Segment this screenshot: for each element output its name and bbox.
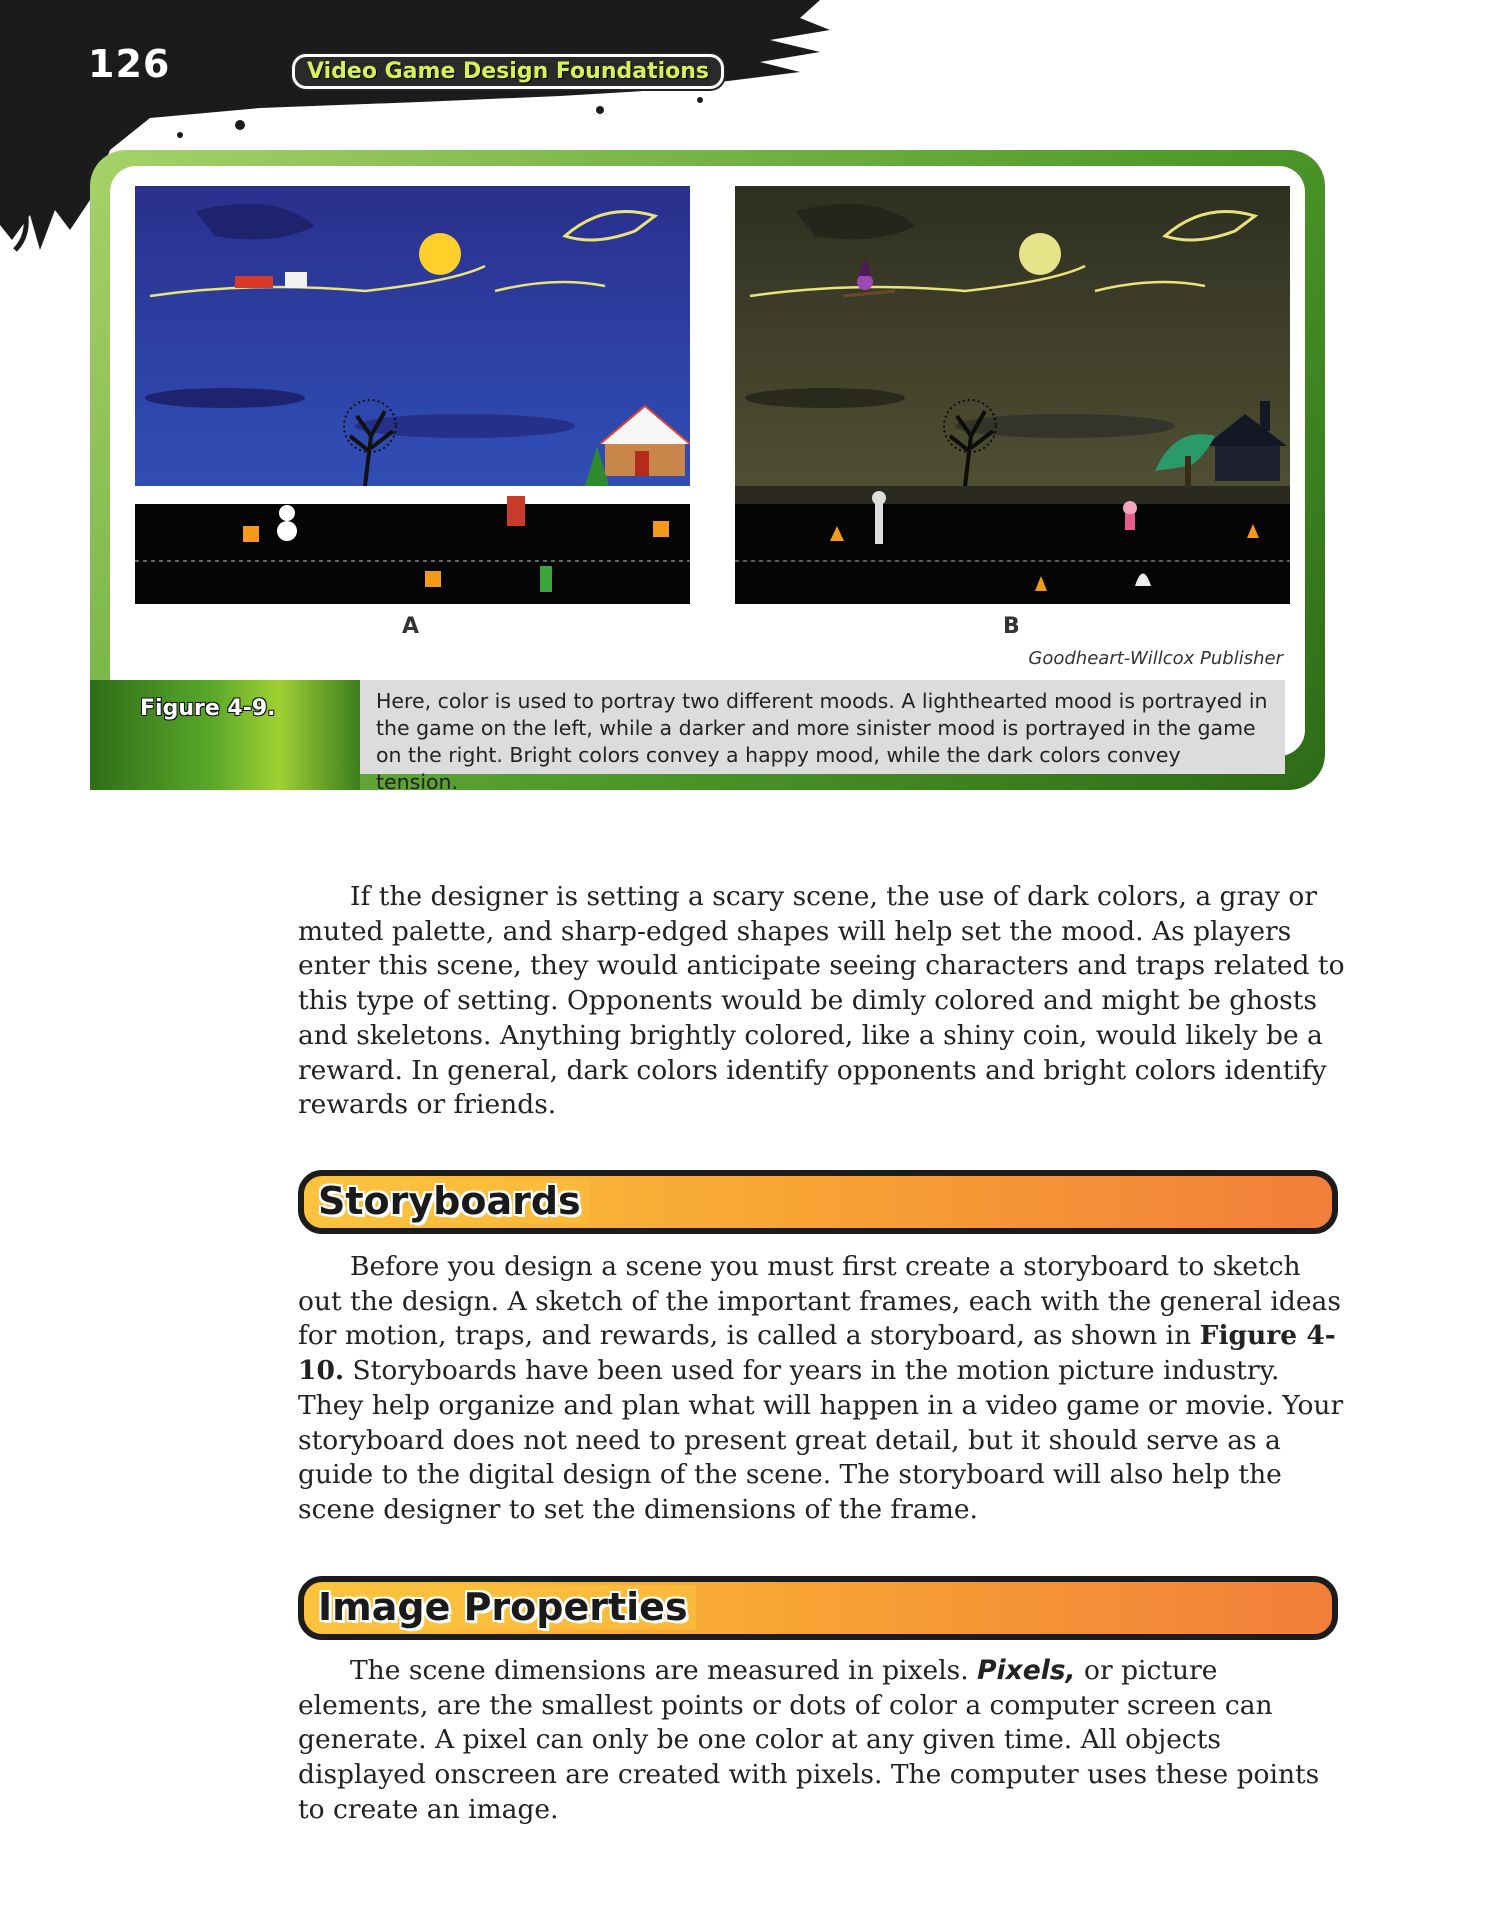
- body-paragraph-2: [298, 1250, 1348, 1528]
- figure-label-tab: [90, 680, 360, 790]
- section-title: Storyboards: [318, 1179, 589, 1223]
- scene-a-label: A: [402, 614, 420, 639]
- book-title: Video Game Design Foundations: [292, 54, 724, 89]
- figure-panel: [110, 166, 1305, 756]
- paragraph-text: or picture elements, are the smallest points or dots of color a computer screen can generate. A pixel can only be one color at any given time. All objects displayed onscreen are created with pixels. The computer uses these points to create an image.: [298, 1655, 1320, 1825]
- scene-a-image: [135, 186, 690, 604]
- scene-b-label: B: [1003, 614, 1020, 639]
- paragraph-text: The scene dimensions are measured in pixels.: [350, 1655, 978, 1686]
- section-header-storyboards: [298, 1170, 1338, 1234]
- figure-4-9: [90, 150, 1325, 794]
- scene-b-image: [735, 186, 1290, 604]
- page-number: 126: [88, 42, 171, 86]
- paragraph-text: Before you design a scene you must first create a storyboard to sketch out the design. A sketch of the important frames, each with the general ideas for motion, traps, and rewards, is called a storyboard, as shown in: [298, 1251, 1341, 1352]
- figure-caption: Here, color is used to portray two different moods. A lighthearted mood is portrayed in the game on the left, while a darker and more sinister mood is portrayed in the game on the right. Bright colors convey a happy mood, while the dark colors convey tension.: [360, 680, 1285, 774]
- section-title: Image Properties: [318, 1585, 696, 1629]
- paragraph-text: If the designer is setting a scary scene, the use of dark colors, a gray or muted palette, and sharp-edged shapes will help set the mood. As players enter this scene, they would anticipate seeing characters and traps related to this type of setting. Opponents would be dimly colored and might be ghosts and skeletons. Anything brightly colored, like a shiny coin, would likely be a reward. In general, dark colors identify opponents and bright colors identify rewards or friends.: [298, 881, 1345, 1121]
- paragraph-text: Storyboards have been used for years in the motion picture industry. They help organize and plan what will happen in a video game or movie. Your storyboard does not need to present great detail, but it should serve as a guide to the digital design of the scene. The storyboard will also help the scene designer to set the dimensions of the frame.: [298, 1355, 1344, 1525]
- key-term: Pixels,: [977, 1655, 1076, 1686]
- body-paragraph-1: [298, 880, 1348, 1123]
- section-header-image-properties: [298, 1576, 1338, 1640]
- figure-reference: Figure 4-10.: [298, 1320, 1336, 1387]
- body-paragraph-3: [298, 1654, 1348, 1828]
- figure-label: Figure 4-9.: [140, 696, 276, 721]
- figure-credit: Goodheart-Willcox Publisher: [1028, 648, 1283, 669]
